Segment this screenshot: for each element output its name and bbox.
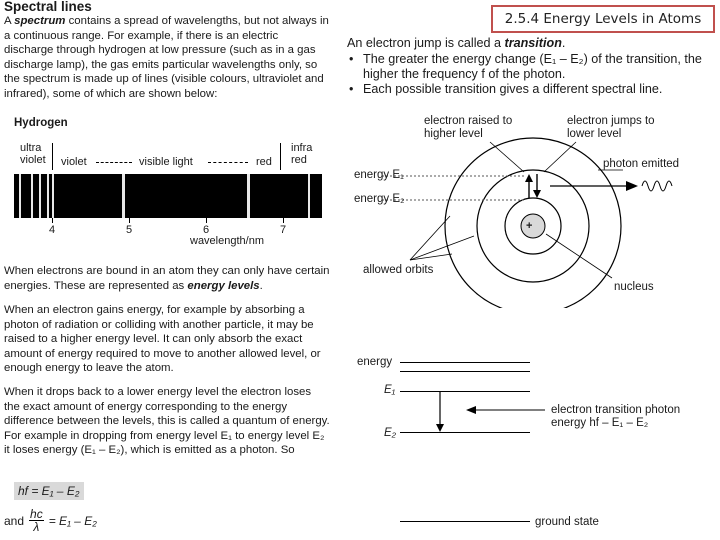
red-label: red [256, 156, 272, 168]
transition-arrow-head [436, 424, 444, 432]
tick-label: 7 [280, 224, 287, 236]
formula-prefix: and [4, 513, 25, 528]
pointer-line [410, 254, 452, 260]
fraction: $\frac{hc}{\lambda}$ [30, 507, 43, 534]
bullet-item: • Each possible transition gives a different spectral line. [347, 82, 712, 97]
transition-sentence: An electron jump is called a transition. [347, 36, 566, 50]
label-allowed-orbits: allowed orbits [363, 264, 434, 276]
spectral-line [47, 174, 49, 218]
range-dash [96, 162, 132, 163]
pointer-line [544, 142, 576, 172]
label-energy-axis: energy [357, 356, 393, 368]
label-photon-emitted: photon emitted [603, 158, 680, 170]
violet-label: violet [61, 156, 87, 168]
bullet-item: • The greater the energy change (E₁ – E₂) of the transition, the higher the frequency f of the photon. [347, 52, 712, 82]
visible-light-label: visible light [139, 156, 193, 168]
photon-pointer-head [466, 406, 476, 414]
range-dash [208, 162, 248, 163]
infrared-label: infra red [291, 142, 313, 166]
energy-level-line [400, 362, 530, 363]
hydrogen-label: Hydrogen [14, 117, 68, 129]
tick-label: 4 [49, 224, 56, 236]
spectral-line [19, 174, 21, 218]
spectral-line [39, 174, 41, 218]
label-level-e2: E₂ [384, 427, 397, 439]
pointer-line [410, 236, 474, 260]
spectral-line [52, 174, 54, 218]
formula-hc-lambda: and $\frac{hc}{\lambda}$ = E₁ – E₂ [4, 507, 97, 534]
section-heading: Spectral lines [4, 0, 92, 14]
axis-tick [52, 218, 53, 223]
spectral-line [308, 174, 310, 218]
nucleus-circle [521, 214, 545, 238]
photon-wave [642, 181, 672, 191]
pointer-line [546, 234, 612, 278]
pointer-line [410, 216, 450, 260]
energy-levels-paragraph: When electrons are bound in an atom they can only have certain energies. These are represented as energy levels. [4, 265, 330, 292]
spectral-line [31, 174, 33, 218]
label-nucleus: nucleus [614, 281, 654, 293]
formula-hf: hf = E₁ – E₂ [14, 482, 84, 500]
nucleus-plus: + [526, 220, 533, 232]
axis-label: wavelength/nm [190, 235, 264, 247]
transition-bullets [347, 52, 712, 97]
label-energy-e1: energy E₁ [354, 169, 404, 181]
range-divider [52, 143, 53, 170]
gains-energy-paragraph: When an electron gains energy, for example by absorbing a photon of radiation or colliding with another particle, it may be raised to a higher energy level. It can only absorb the exact amount of energy required to move to another allowed level, or enough energy to leave the atom. [4, 304, 321, 375]
hydrogen-spectrum [14, 174, 322, 218]
drop-arrow-head [533, 190, 541, 198]
page-title: 2.5.4 Energy Levels in Atoms [491, 5, 715, 33]
label-energy-e2: energy E₂ [354, 193, 405, 205]
ultraviolet-label: ultra violet [20, 142, 46, 166]
intro-paragraph: A spectrum contains a spread of wavelengths, but not always in a continuous range. For example, if there is an electric discharge through hydrogen at low pressure (such as in a gas discharge lamp), the gas emits particular wavelengths only, so the spectrum is made up of lines (visible colours, ultraviolet and infrared), some of which are shown below: [4, 15, 329, 100]
range-divider [280, 143, 281, 170]
energy-level-line [400, 371, 530, 372]
tick-label: 6 [203, 224, 210, 236]
label-transition-photon: electron transition photon energy hf – E₁ – E₂ [551, 404, 681, 429]
raise-arrow-head [525, 174, 533, 182]
label-electron-jumps: electron jumps to lower level [567, 115, 655, 140]
label-level-e1: E₁ [384, 384, 396, 396]
axis-tick [206, 218, 207, 223]
tick-label: 5 [126, 224, 133, 236]
level-transition-arrows [400, 390, 550, 440]
pointer-line [490, 142, 524, 172]
spectral-line [122, 174, 125, 218]
spectral-line [247, 174, 250, 218]
label-ground-state: ground state [535, 516, 599, 528]
axis-tick [283, 218, 284, 223]
label-electron-raised: electron raised to higher level [424, 115, 513, 140]
photon-arrow-head [626, 181, 638, 191]
drops-energy-paragraph: When it drops back to a lower energy level the electron loses the exact amount of energy corresponding to the energy difference between the levels, this is called a quantum of energy. For example in dropping from energy level E₁ to energy level E₂ it loses energy (E₁ – E₂), which is emitted as a photon. So [4, 386, 330, 457]
ground-state-line [400, 521, 530, 522]
axis-tick [129, 218, 130, 223]
